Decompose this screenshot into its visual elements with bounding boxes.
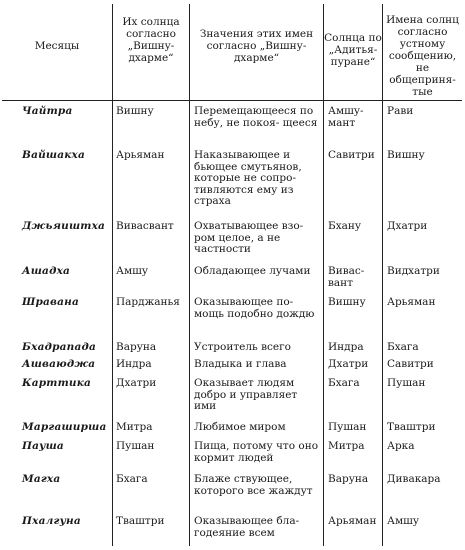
meaning-text: Владыка и глава xyxy=(194,358,287,370)
sun-vishnu: Варуна xyxy=(116,341,157,353)
sun-vishnu: Парджанья xyxy=(116,296,180,308)
sun-oral: Рави xyxy=(387,105,414,117)
meaning-text: Охватывающее взо- ром целое, а не частности xyxy=(194,220,304,255)
sun-vishnu: Вишну xyxy=(116,105,154,117)
sun-aditya: Савитри xyxy=(328,149,375,161)
sun-aditya: Амшу- мант xyxy=(328,105,364,129)
meaning-text: Оказывающее по- мощь подобно дождю xyxy=(194,296,315,320)
sun-vishnu: Пушан xyxy=(116,440,155,452)
sun-aditya: Индра xyxy=(328,341,364,353)
header-month: Месяцы xyxy=(34,40,80,52)
meaning-text: Оказывает людям добро и управляет ими xyxy=(194,377,298,412)
month-name: Пауша xyxy=(22,440,64,452)
sun-oral: Амшу xyxy=(387,515,420,527)
month-name: Бхадрапада xyxy=(22,341,97,353)
sun-aditya: Варуна xyxy=(328,473,369,485)
sun-oral: Вишну xyxy=(387,149,425,161)
sun-oral: Арьяман xyxy=(387,296,436,308)
month-name: Шравана xyxy=(22,296,80,308)
sun-vishnu: Арьяман xyxy=(116,149,165,161)
sun-aditya: Вишну xyxy=(328,296,366,308)
sun-aditya: Дхатри xyxy=(328,358,369,370)
column-divider xyxy=(189,4,190,546)
month-name: Магха xyxy=(22,473,61,485)
meaning-text: Устроитель всего xyxy=(194,341,291,353)
month-name: Чайтра xyxy=(22,105,73,117)
header-oral: Имена солнц согласно устному сообщению, не общеприня- тые xyxy=(386,14,459,98)
sun-vishnu: Митра xyxy=(116,421,153,433)
sun-oral: Пушан xyxy=(387,377,426,389)
sun-vishnu: Тваштри xyxy=(116,515,165,527)
sun-oral: Видхатри xyxy=(387,265,440,277)
sun-aditya: Бхага xyxy=(328,377,360,389)
meaning-text: Обладающее лучами xyxy=(194,265,311,277)
header-sun-aditya: Солнца по „Адитья- пуране“ xyxy=(324,32,382,68)
column-divider xyxy=(323,4,324,546)
months-suns-table xyxy=(2,2,462,548)
meaning-text: Перемещающееся по небу, не покоя- щееся xyxy=(194,105,318,129)
sun-oral: Тваштри xyxy=(387,421,436,433)
meaning-text: Оказывающее бла- годеяние всем xyxy=(194,515,300,539)
sun-vishnu: Индра xyxy=(116,358,152,370)
sun-aditya: Вивас- вант xyxy=(328,265,365,289)
meaning-text: Блаже ствующее, которого все жаждут xyxy=(194,473,313,497)
month-name: Маргаширша xyxy=(22,421,107,433)
sun-oral: Арка xyxy=(387,440,415,452)
month-name: Ашваюджа xyxy=(22,358,96,370)
sun-aditya: Бхану xyxy=(328,220,362,232)
sun-oral: Дхатри xyxy=(387,220,428,232)
month-name: Вайшакха xyxy=(22,149,85,161)
month-name: Пхалгуна xyxy=(22,515,81,527)
sun-oral: Савитри xyxy=(387,358,434,370)
sun-vishnu: Дхатри xyxy=(116,377,157,389)
sun-oral: Бхага xyxy=(387,341,419,353)
sun-vishnu: Бхага xyxy=(116,473,148,485)
sun-vishnu: Амшу xyxy=(116,265,149,277)
sun-aditya: Митра xyxy=(328,440,365,452)
header-divider xyxy=(2,100,462,101)
sun-vishnu: Вивасвант xyxy=(116,220,174,232)
month-name: Джьяиштха xyxy=(22,220,106,232)
meaning-text: Наказывающее и бьющее смутьянов, которые не сопро- тивляются ему из страха xyxy=(194,149,302,207)
sun-aditya: Пушан xyxy=(328,421,367,433)
month-name: Карттика xyxy=(22,377,92,389)
month-name: Ашадха xyxy=(22,265,71,277)
header-meaning: Значения этих имен согласно „Вишну- дхарме“ xyxy=(199,28,314,64)
header-sun-vishnu: Их солнца согласно „Вишну- дхарме“ xyxy=(122,16,180,64)
column-divider xyxy=(112,4,113,546)
meaning-text: Любимое миром xyxy=(194,421,286,433)
meaning-text: Пища, потому что оно кормит людей xyxy=(194,440,319,464)
sun-oral: Дивакара xyxy=(387,473,441,485)
sun-aditya: Арьяман xyxy=(328,515,377,527)
